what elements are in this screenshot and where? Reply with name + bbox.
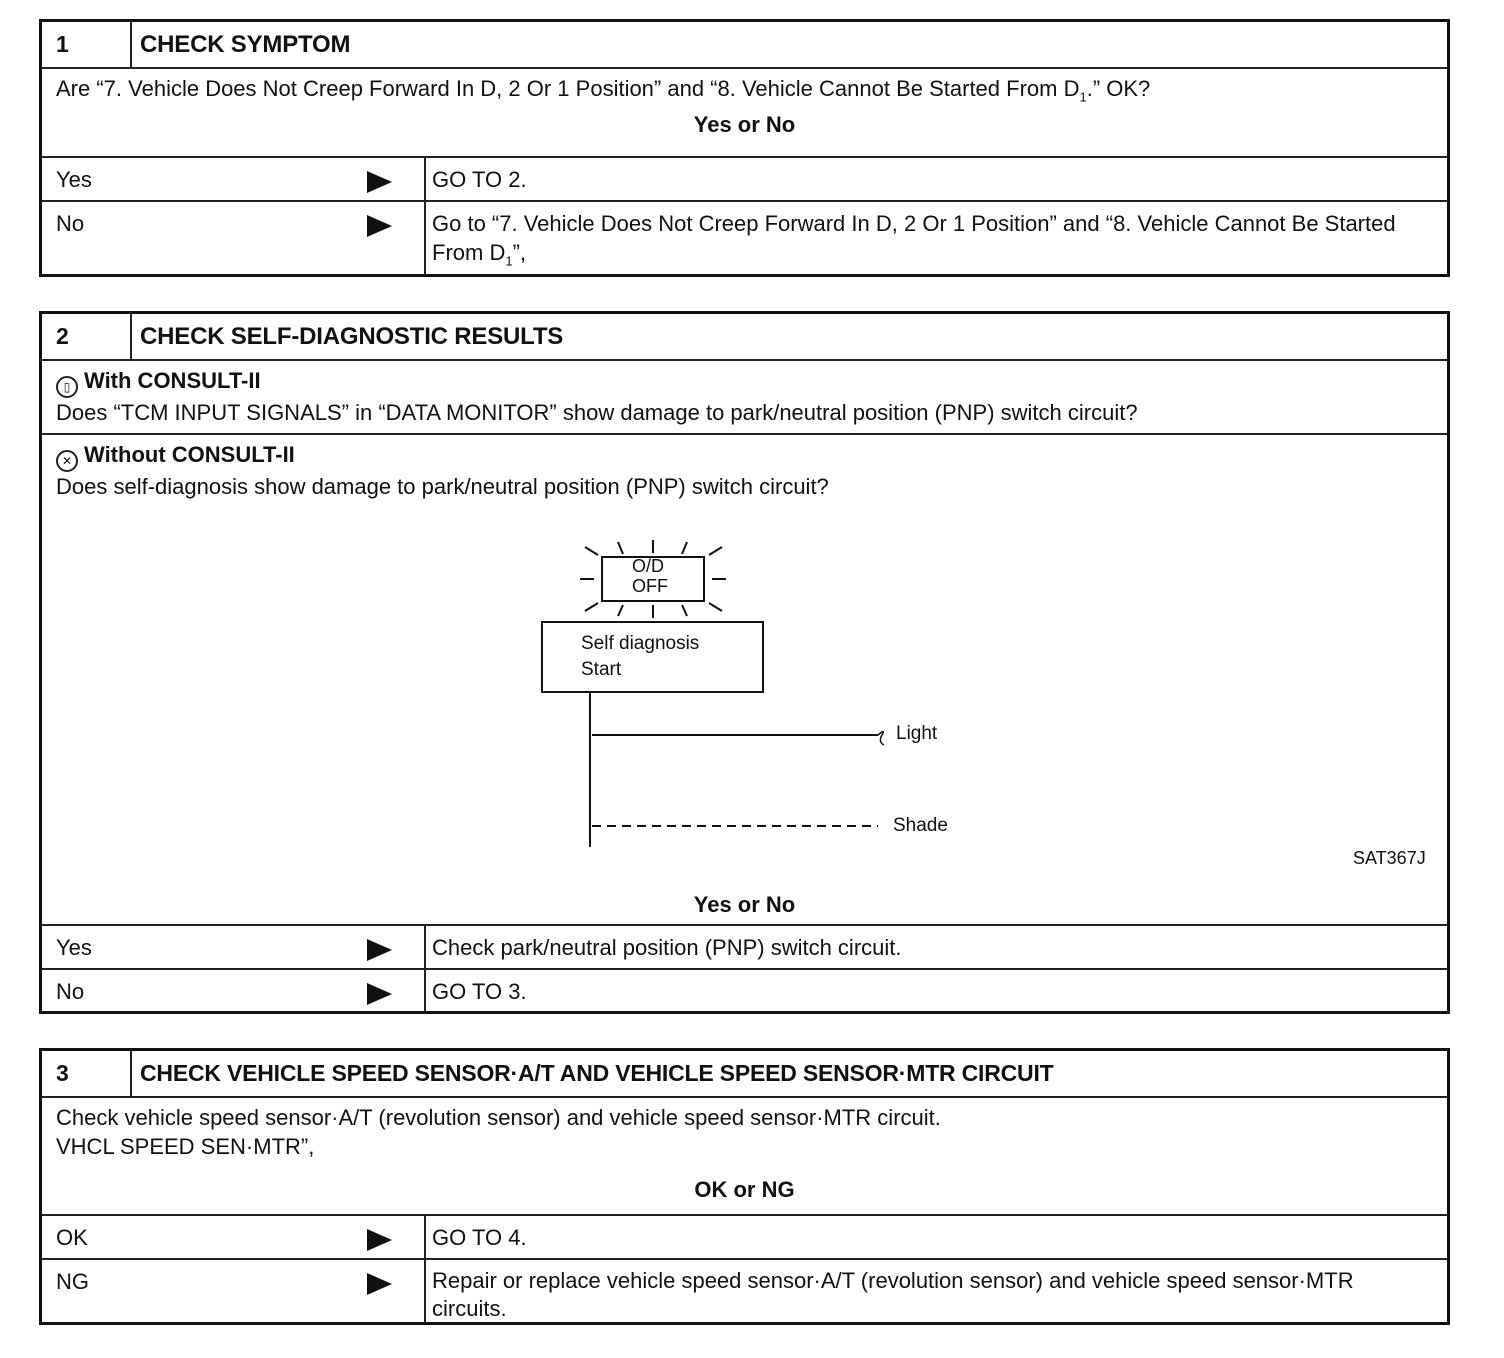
without-consult-heading: Without CONSULT-II xyxy=(84,442,295,467)
step-number: 3 xyxy=(42,1051,132,1096)
answer-label: No xyxy=(56,211,85,236)
yes-or-no-label: Yes or No xyxy=(693,112,796,137)
answer-action: Repair or replace vehicle speed sensor·A/T (revolution sensor) and vehicle speed sensor·MTR circuits. xyxy=(432,1268,1354,1321)
answer-row-no xyxy=(42,970,1447,1011)
step-number: 1 xyxy=(42,22,132,67)
step-title: CHECK VEHICLE SPEED SENSOR·A/T AND VEHICLE SPEED SENSOR·MTR CIRCUIT xyxy=(140,1060,1054,1086)
step-2-block xyxy=(39,311,1450,1014)
lamp-label-line2: OFF xyxy=(632,576,668,596)
answer-label: OK xyxy=(56,1225,88,1250)
answer-row-ng xyxy=(42,1260,1447,1322)
answer-label: No xyxy=(56,979,85,1004)
answer-row-ok xyxy=(42,1216,1447,1260)
with-consult-heading: With CONSULT-II xyxy=(84,368,261,393)
consult-tool-icon: ▯ xyxy=(56,376,78,398)
answer-label: Yes xyxy=(56,935,92,960)
step-title: CHECK SELF-DIAGNOSTIC RESULTS xyxy=(140,322,564,350)
box-label-line2: Start xyxy=(581,659,622,680)
step-1-question: Are “7. Vehicle Does Not Creep Forward In D, 2 Or 1 Position” and “8. Vehicle Cannot Be Started From $D_1$.” OK? xyxy=(56,76,1151,105)
arrow-right-icon xyxy=(367,215,392,237)
check-text-line1: Check vehicle speed sensor·A/T (revolution sensor) and vehicle speed sensor·MTR circuit. xyxy=(56,1105,941,1130)
ok-or-ng-label: OK or NG xyxy=(694,1177,795,1202)
yes-or-no-label: Yes or No xyxy=(693,892,796,917)
step-number: 2 xyxy=(42,314,132,359)
step-1-block xyxy=(39,19,1450,277)
no-tool-icon: ✕ xyxy=(56,450,78,472)
with-consult-text: Does “TCM INPUT SIGNALS” in “DATA MONITOR” show damage to park/neutral position (PNP) switch circuit? xyxy=(56,400,1138,425)
step-1-header xyxy=(42,22,1447,69)
arrow-right-icon xyxy=(367,1273,392,1295)
without-consult-text: Does self-diagnosis show damage to park/neutral position (PNP) switch circuit? xyxy=(56,474,829,499)
answer-row-yes xyxy=(42,926,1447,970)
check-text-line2: VHCL SPEED SEN·MTR”, xyxy=(56,1134,315,1159)
answer-label: NG xyxy=(56,1269,89,1294)
arrow-right-icon xyxy=(367,983,392,1005)
self-diagnosis-figure xyxy=(42,502,1447,868)
step-2-header xyxy=(42,314,1447,361)
box-label-line1: Self diagnosis xyxy=(581,633,700,654)
arrow-right-icon xyxy=(367,171,392,193)
step-3-block xyxy=(39,1048,1450,1325)
without-consult-row xyxy=(42,435,1447,926)
step-3-header xyxy=(42,1051,1447,1098)
light-label: Light xyxy=(896,723,938,744)
arrow-right-icon xyxy=(367,939,392,961)
step-title: CHECK SYMPTOM xyxy=(140,30,351,58)
answer-action: Check park/neutral position (PNP) switch circuit. xyxy=(432,935,902,960)
arrow-right-icon xyxy=(367,1229,392,1251)
self-diagnosis-diagram xyxy=(42,502,1447,858)
answer-action: Go to “7. Vehicle Does Not Creep Forward In D, 2 Or 1 Position” and “8. Vehicle Cannot Be Started From $D_1$”, xyxy=(432,211,1396,269)
step-1-question-row xyxy=(42,69,1447,158)
answer-row-no xyxy=(42,202,1447,274)
figure-code: SAT367J xyxy=(1353,848,1426,868)
lamp-label-line1: O/D xyxy=(632,556,665,576)
answer-row-yes xyxy=(42,158,1447,202)
step-3-check-row xyxy=(42,1098,1447,1216)
answer-label: Yes xyxy=(56,167,92,192)
answer-action: GO TO 4. xyxy=(432,1225,527,1250)
shade-label: Shade xyxy=(893,815,948,836)
answer-action: GO TO 3. xyxy=(432,979,527,1004)
with-consult-row xyxy=(42,361,1447,435)
answer-action: GO TO 2. xyxy=(432,167,527,192)
